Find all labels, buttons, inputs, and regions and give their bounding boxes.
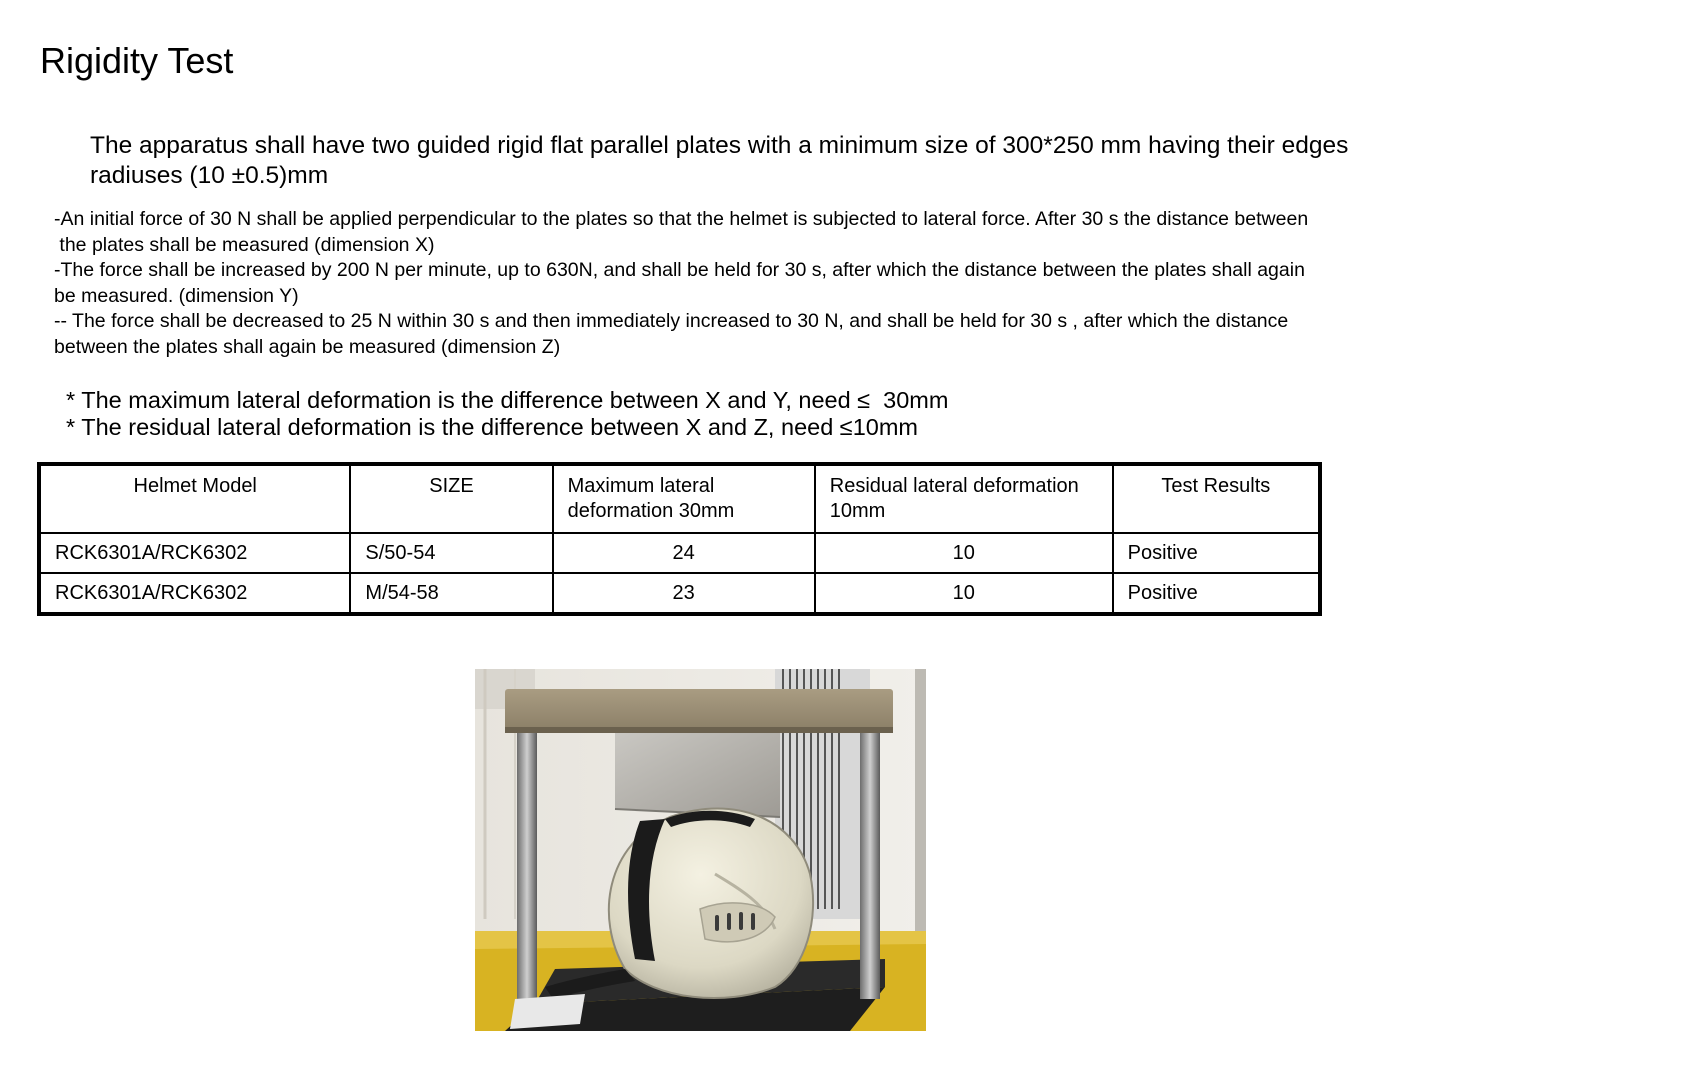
requirement-notes — [66, 387, 948, 441]
right-guide-rod — [860, 719, 880, 999]
cell-max-deformation: 23 — [553, 573, 815, 614]
cell-max-deformation: 24 — [553, 533, 815, 573]
step-line-1: -An initial force of 30 N shall be applied perpendicular to the plates so that the helmet is subjected to lateral force. After 30 s the distance between — [54, 208, 1309, 230]
procedure-steps — [54, 207, 1454, 360]
cell-size: M/54-58 — [350, 573, 552, 614]
table-row — [39, 573, 1320, 614]
foil-strip — [510, 994, 585, 1029]
cell-size: S/50-54 — [350, 533, 552, 573]
table-row — [39, 533, 1320, 573]
table-header-row — [39, 464, 1320, 533]
cell-residual-deformation: 10 — [815, 573, 1113, 614]
cell-test-result: Positive — [1113, 533, 1320, 573]
step-line-3: -The force shall be increased by 200 N per minute, up to 630N, and shall be held for 30 s, after which the distance between the plates shall again — [54, 259, 1305, 281]
cell-helmet-model: RCK6301A/RCK6302 — [39, 573, 350, 614]
top-rigid-plate — [505, 689, 893, 733]
cell-test-result: Positive — [1113, 573, 1320, 614]
header-size: SIZE — [350, 464, 552, 533]
step-line-6: between the plates shall again be measured (dimension Z) — [54, 335, 561, 358]
step-line-5: -- The force shall be decreased to 25 N within 30 s and then immediately increased to 30 N, and shall be held for 30 s , after which the distance — [54, 310, 1289, 332]
header-helmet-model: Helmet Model — [39, 464, 350, 533]
note-residual-deformation: * The residual lateral deformation is the difference between X and Z, need ≤10mm — [66, 414, 918, 440]
header-max-deformation: Maximum lateral deformation 30mm — [553, 464, 815, 533]
pressing-block — [615, 733, 780, 817]
intro-paragraph: The apparatus shall have two guided rigid flat parallel plates with a minimum size of 300*250 mm having their edges radiuses (10 ±0.5)mm — [90, 132, 1349, 189]
step-line-2: the plates shall be measured (dimension X) — [54, 233, 435, 256]
note-max-deformation: * The maximum lateral deformation is the difference between X and Y, need ≤ 30mm — [66, 387, 949, 413]
results-table — [37, 462, 1322, 616]
header-test-results: Test Results — [1113, 464, 1320, 533]
header-residual-deformation: Residual lateral deformation 10mm — [815, 464, 1113, 533]
cell-residual-deformation: 10 — [815, 533, 1113, 573]
rigidity-test-photo — [475, 669, 926, 1031]
step-line-4: be measured. (dimension Y) — [54, 284, 299, 307]
left-guide-rod — [517, 719, 537, 1009]
cell-helmet-model: RCK6301A/RCK6302 — [39, 533, 350, 573]
page-title: Rigidity Test — [40, 40, 234, 81]
